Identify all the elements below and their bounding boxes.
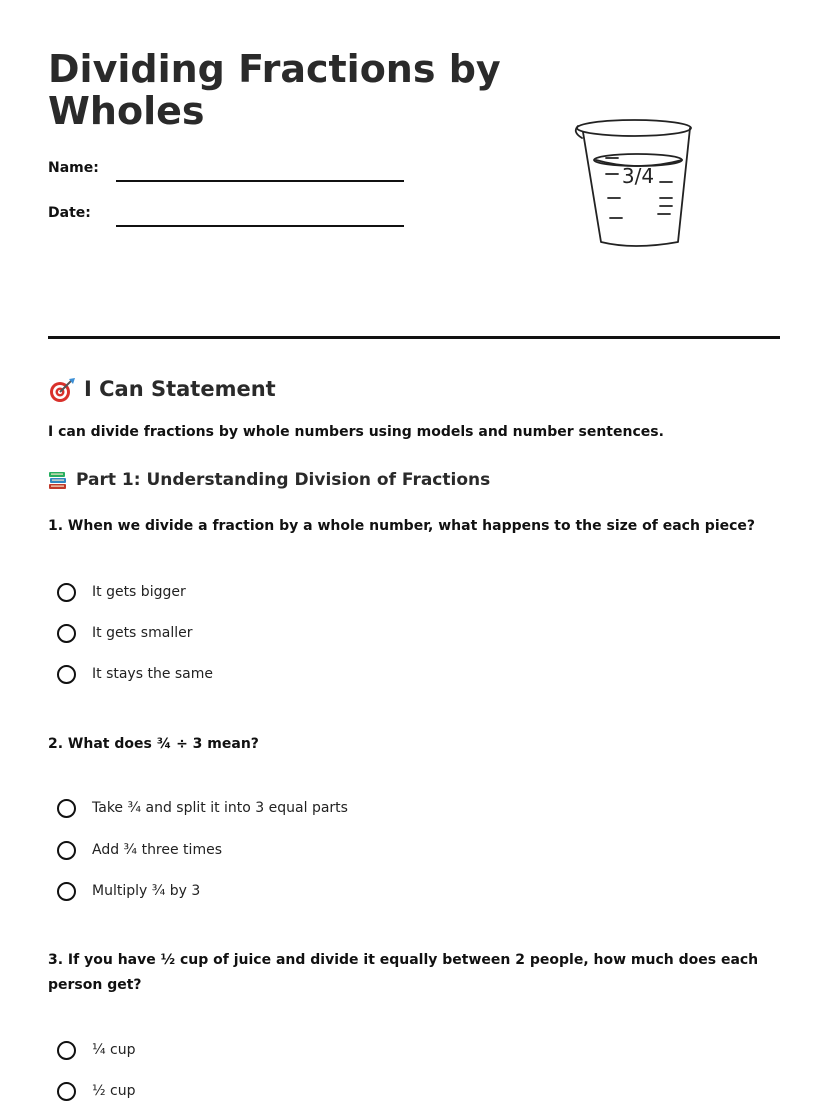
radio-button[interactable]: [57, 1041, 76, 1060]
radio-button[interactable]: [57, 624, 76, 643]
question-1: 1. When we divide a fraction by a whole number, what happens to the size of each piece?: [48, 518, 756, 534]
radio-button[interactable]: [57, 1082, 76, 1101]
q2-option-2[interactable]: [57, 837, 222, 863]
i-can-statement: I can divide fractions by whole numbers using models and number sentences.: [48, 424, 664, 440]
measuring-cup-icon: [568, 114, 698, 252]
part1-heading-text: Part 1: Understanding Division of Fractions: [76, 470, 491, 490]
q3-option-2[interactable]: [57, 1078, 135, 1104]
option-label: ½ cup: [92, 1083, 136, 1099]
q1-option-2[interactable]: [57, 620, 192, 646]
option-label: Take ¾ and split it into 3 equal parts: [92, 800, 348, 816]
option-label: It gets bigger: [92, 584, 186, 600]
radio-button[interactable]: [57, 583, 76, 602]
q2-option-3[interactable]: [57, 878, 200, 904]
q3-option-1[interactable]: [57, 1037, 135, 1063]
q1-option-3[interactable]: [57, 661, 213, 687]
radio-button[interactable]: [57, 882, 76, 901]
option-label: Add ¾ three times: [92, 842, 222, 858]
question-2: 2. What does ¾ ÷ 3 mean?: [48, 736, 259, 752]
radio-button[interactable]: [57, 799, 76, 818]
i-can-heading-text: I Can Statement: [84, 377, 276, 401]
option-label: ¼ cup: [92, 1042, 136, 1058]
date-field[interactable]: [116, 225, 404, 227]
page-title: Dividing Fractions by Wholes: [48, 47, 501, 133]
q2-option-1[interactable]: [57, 795, 348, 821]
i-can-heading: [48, 374, 276, 404]
option-label: Multiply ¾ by 3: [92, 883, 201, 899]
question-3: 3. If you have ½ cup of juice and divide it equally between 2 people, how much does each person get?: [48, 952, 759, 993]
section-divider: [48, 336, 780, 339]
option-label: It gets smaller: [92, 625, 193, 641]
target-icon: [48, 377, 76, 403]
cup-fraction-label: 3/4: [621, 164, 655, 188]
name-field[interactable]: [116, 180, 404, 182]
radio-button[interactable]: [57, 841, 76, 860]
radio-button[interactable]: [57, 665, 76, 684]
books-icon: [48, 470, 68, 490]
part1-heading: [48, 467, 490, 493]
date-label: Date:: [48, 205, 91, 221]
q1-option-1[interactable]: [57, 579, 186, 605]
option-label: It stays the same: [92, 666, 214, 682]
name-label: Name:: [48, 160, 99, 176]
